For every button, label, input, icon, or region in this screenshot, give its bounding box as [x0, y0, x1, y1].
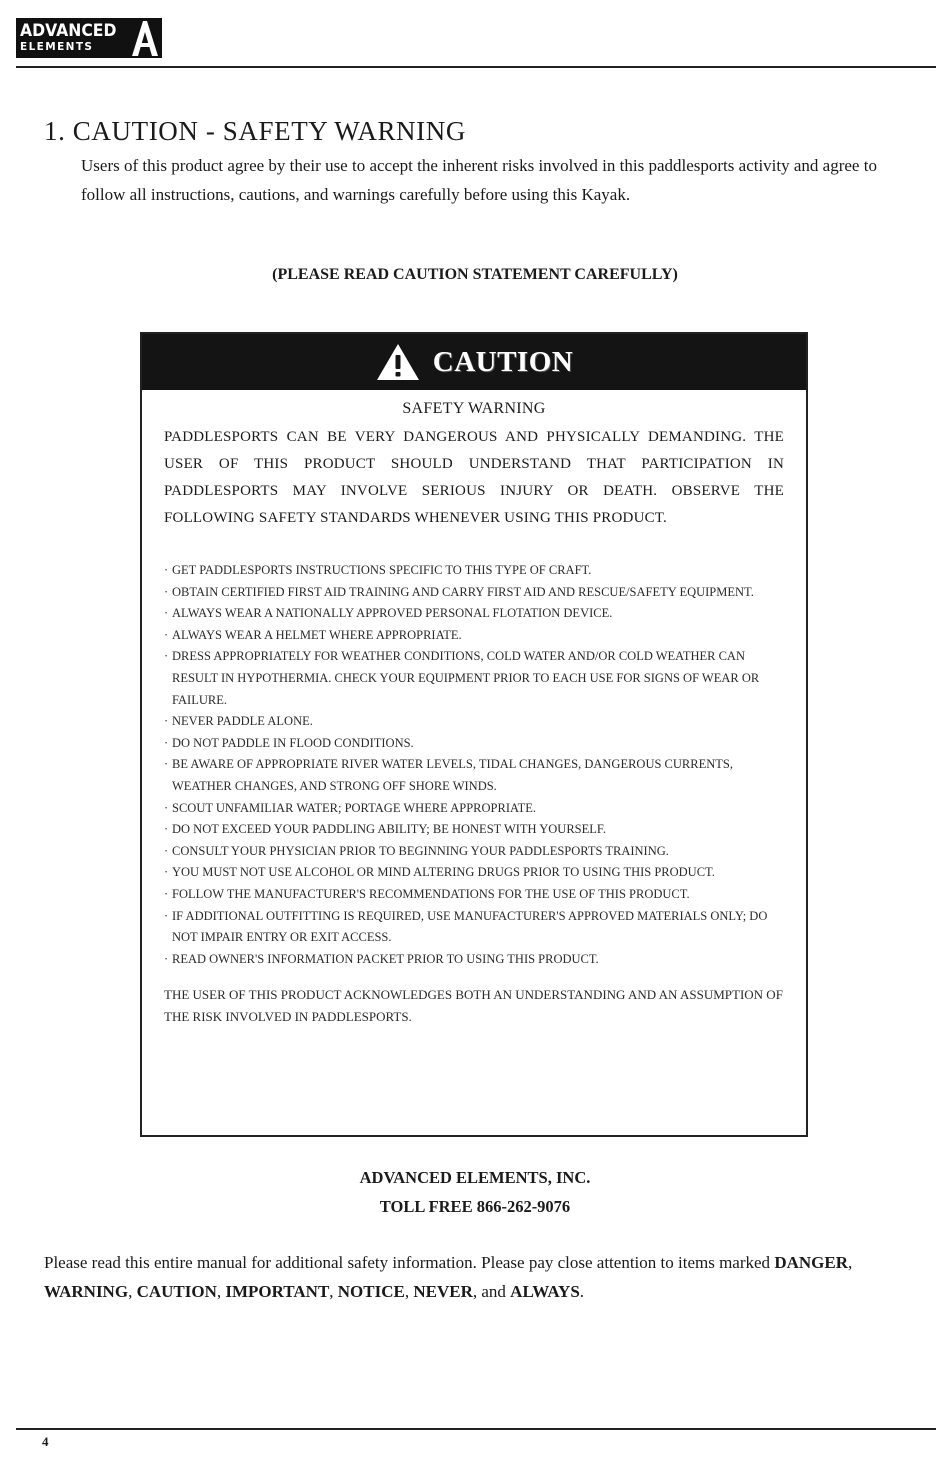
logo-line-1: ADVANCED	[20, 21, 117, 42]
separator: ,	[404, 1282, 414, 1301]
section-heading: 1. CAUTION - SAFETY WARNING	[44, 116, 466, 146]
separator: ,	[216, 1282, 226, 1301]
separator: ,	[128, 1282, 137, 1301]
safety-warning-subtitle: SAFETY WARNING	[402, 400, 546, 417]
brand-logo	[16, 18, 162, 58]
safety-rule: · YOU MUST NOT USE ALCOHOL OR MIND ALTERING DRUGS PRIOR TO USING THIS PRODUCT.	[164, 862, 784, 884]
safety-rule: · SCOUT UNFAMILIAR WATER; PORTAGE WHERE APPROPRIATE.	[164, 798, 784, 820]
separator: , and	[472, 1282, 511, 1301]
safety-rule: · ALWAYS WEAR A HELMET WHERE APPROPRIATE.	[164, 625, 784, 647]
company-name: ADVANCED ELEMENTS, INC.	[359, 1168, 591, 1187]
keyword-danger: DANGER	[774, 1253, 848, 1272]
safety-rule: · NEVER PADDLE ALONE.	[164, 711, 784, 733]
closing-period: .	[579, 1282, 585, 1301]
safety-rule: · READ OWNER'S INFORMATION PACKET PRIOR TO USING THIS PRODUCT.	[164, 949, 784, 971]
safety-rule: · BE AWARE OF APPROPRIATE RIVER WATER LEVELS, TIDAL CHANGES, DANGEROUS CURRENTS, WEATHER CHANGES, AND STRONG OFF SHORE WINDS.	[164, 754, 784, 797]
stylized-letter-a-icon	[128, 18, 162, 58]
keyword-notice: NOTICE	[337, 1282, 405, 1301]
separator: ,	[329, 1282, 338, 1301]
header-rule	[16, 66, 936, 68]
safety-rules-list	[164, 560, 784, 970]
keyword-never: NEVER	[413, 1282, 473, 1301]
safety-rule: · OBTAIN CERTIFIED FIRST AID TRAINING AND CARRY FIRST AID AND RESCUE/SAFETY EQUIPMENT.	[164, 582, 784, 604]
warning-triangle-icon	[375, 342, 421, 382]
read-caution-note: (PLEASE READ CAUTION STATEMENT CAREFULLY)	[272, 266, 678, 283]
safety-rule: · GET PADDLESPORTS INSTRUCTIONS SPECIFIC TO THIS TYPE OF CRAFT.	[164, 560, 784, 582]
closing-text: Please read this entire manual for additional safety information. Please pay close attention to items marked	[44, 1253, 775, 1272]
safety-rule: · CONSULT YOUR PHYSICIAN PRIOR TO BEGINNING YOUR PADDLESPORTS TRAINING.	[164, 841, 784, 863]
safety-rule: · IF ADDITIONAL OUTFITTING IS REQUIRED, USE MANUFACTURER'S APPROVED MATERIALS ONLY; DO NOT IMPAIR ENTRY OR EXIT ACCESS.	[164, 906, 784, 949]
keyword-caution: CAUTION	[136, 1282, 217, 1301]
safety-rule: · DRESS APPROPRIATELY FOR WEATHER CONDITIONS, COLD WATER AND/OR COLD WEATHER CAN RESULT IN HYPOTHERMIA. CHECK YOUR EQUIPMENT PRIOR TO EACH USE FOR SIGNS OF WEAR OR FAILURE.	[164, 646, 784, 711]
company-info	[0, 1163, 950, 1221]
caution-banner	[142, 334, 806, 390]
keyword-always: ALWAYS	[510, 1282, 580, 1301]
logo-line-2: ELEMENTS	[20, 41, 94, 54]
acknowledgement-text: THE USER OF THIS PRODUCT ACKNOWLEDGES BOTH AN UNDERSTANDING AND AN ASSUMPTION OF THE RISK INVOLVED IN PADDLESPORTS.	[164, 987, 783, 1024]
keyword-warning: WARNING	[44, 1282, 129, 1301]
caution-paragraph: PADDLESPORTS CAN BE VERY DANGEROUS AND PHYSICALLY DEMANDING. THE USER OF THIS PRODUCT SHOULD UNDERSTAND THAT PARTICIPATION IN PADDLESPORTS MAY INVOLVE SERIOUS INJURY OR DEATH. OBSERVE THE FOLLOWING SAFETY STANDARDS WHENEVER USING THIS PRODUCT.	[164, 429, 784, 526]
safety-rule: · DO NOT EXCEED YOUR PADDLING ABILITY; BE HONEST WITH YOURSELF.	[164, 819, 784, 841]
safety-rule: · ALWAYS WEAR A NATIONALLY APPROVED PERSONAL FLOTATION DEVICE.	[164, 603, 784, 625]
separator: ,	[847, 1253, 853, 1272]
safety-rule: · DO NOT PADDLE IN FLOOD CONDITIONS.	[164, 733, 784, 755]
toll-free-phone: TOLL FREE 866-262-9076	[379, 1197, 571, 1216]
closing-paragraph	[44, 1248, 914, 1306]
logo-wordmark	[16, 18, 128, 58]
footer-rule	[16, 1428, 936, 1430]
safety-rule: · FOLLOW THE MANUFACTURER'S RECOMMENDATIONS FOR THE USE OF THIS PRODUCT.	[164, 884, 784, 906]
caution-title: CAUTION	[432, 345, 574, 378]
page-number: 4	[42, 1434, 49, 1449]
intro-paragraph: Users of this product agree by their use to accept the inherent risks involved in this paddlesports activity and agree to follow all instructions, cautions, and warnings carefully before using this Kayak.	[81, 156, 877, 204]
keyword-important: IMPORTANT	[225, 1282, 330, 1301]
caution-box	[140, 332, 808, 1137]
